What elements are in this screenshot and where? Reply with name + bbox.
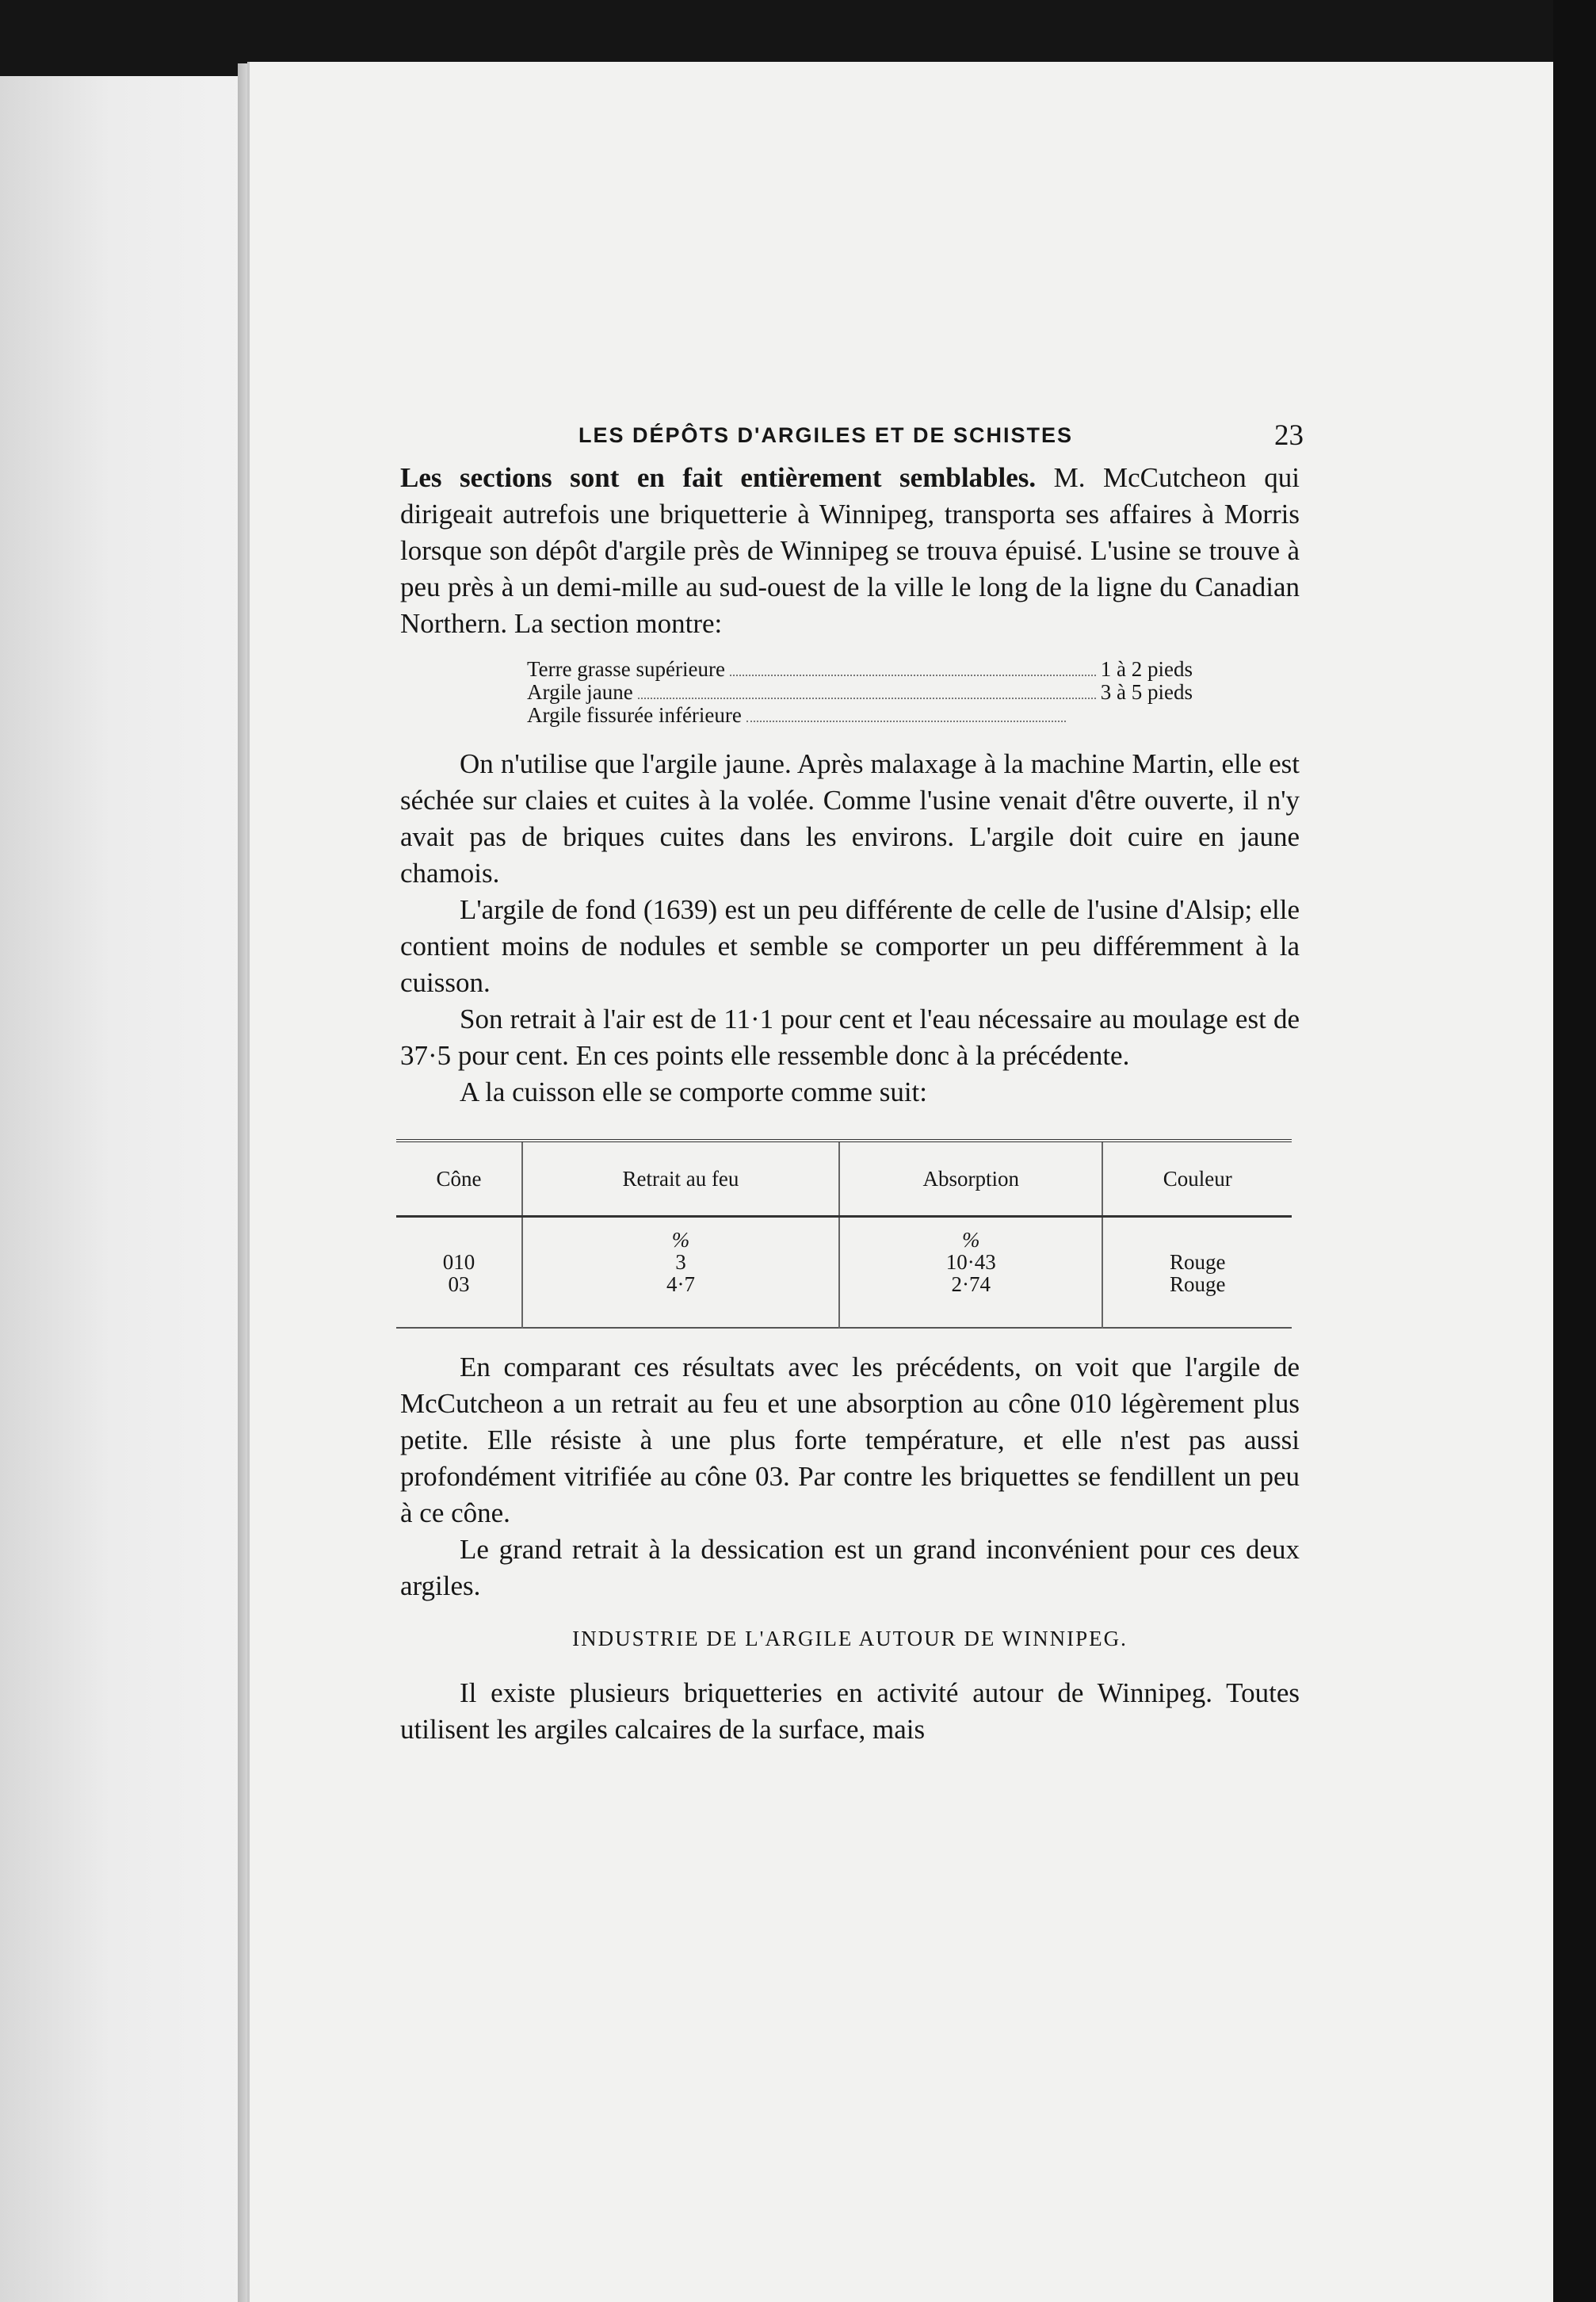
- section-row: [527, 681, 1193, 704]
- unit-mark: [396, 1229, 521, 1251]
- paragraph-2: On n'utilise que l'argile jaune. Après malaxage à la machine Martin, elle est séchée sur claies et cuites à la volée. Comme l'usine venait d'être ouverte, il n'y avait pas de briques cuites dans les environs. L'argile doit cuire en jaune chamois.: [400, 748, 1300, 889]
- section-list: [527, 658, 1193, 727]
- paragraph-1: [400, 460, 1300, 642]
- cone-cell: [396, 1217, 522, 1329]
- column-header-shrinkage: Retrait au feu: [522, 1141, 839, 1217]
- firing-results-table: [396, 1139, 1292, 1329]
- table-row: [396, 1217, 1292, 1329]
- leader-dots: [746, 721, 1066, 722]
- paragraph-4: Son retrait à l'air est de 11·1 pour cent et l'eau nécessaire au moulage est de 37·5 pour cent. En ces points elle ressemble donc à la précédente.: [400, 1004, 1300, 1071]
- running-title: LES DÉPÔTS D'ARGILES ET DE SCHISTES: [578, 423, 1074, 447]
- paragraph-7: Le grand retrait à la dessication est un grand inconvénient pour ces deux argiles.: [400, 1534, 1300, 1601]
- paragraph-6: En comparant ces résultats avec les précédents, on voit que l'argile de McCutcheon a un retrait au feu et une absorption au cône 010 légèrement plus petite. Elle résiste à une plus forte température, et elle n'est pas aussi profondément vitrifiée au cône 03. Par contre les briquettes se fendillent un peu à ce cône.: [400, 1352, 1300, 1528]
- section-layer-label: Argile fissurée inférieure: [527, 703, 742, 727]
- color-cell: [1102, 1217, 1292, 1329]
- shrinkage-cell: [522, 1217, 839, 1329]
- leader-dots: [730, 675, 1096, 676]
- section-layer-thickness: 3 à 5 pieds: [1100, 680, 1193, 704]
- column-header-cone: Cône: [396, 1141, 522, 1217]
- section-layer-label: Terre grasse supérieure: [527, 657, 725, 681]
- table-header-row: [396, 1141, 1292, 1217]
- cone-value: 03: [448, 1272, 470, 1296]
- section-row: [527, 658, 1193, 681]
- shrinkage-value: 3: [675, 1250, 686, 1274]
- paragraph-1-lead: Les sections sont en fait entièrement semblables.: [400, 462, 1037, 493]
- absorption-cell: [839, 1217, 1103, 1329]
- facing-page: [0, 76, 246, 2302]
- unit-mark: [1103, 1229, 1292, 1251]
- page-content: [400, 412, 1304, 1748]
- color-value: Rouge: [1169, 1250, 1226, 1274]
- section-heading: INDUSTRIE DE L'ARGILE AUTOUR DE WINNIPEG.: [572, 1627, 1128, 1650]
- leader-dots: [638, 698, 1096, 699]
- paragraph-1-body: M. McCutcheon qui dirigeait autrefois une briquetterie à Winnipeg, transporta ses affaires à Morris lorsque son dépôt d'argile près de Winnipeg se trouva épuisé. L'usine se trouve à peu près à un demi-mille au sud-ouest de la ville le long de la ligne du Canadian Northern. La section montre:: [400, 462, 1300, 639]
- column-header-color: Couleur: [1102, 1141, 1292, 1217]
- section-layer-thickness: 1 à 2 pieds: [1100, 657, 1193, 681]
- color-value: Rouge: [1169, 1272, 1226, 1296]
- paragraph-5: A la cuisson elle se comporte comme suit:: [460, 1076, 928, 1107]
- shrinkage-value: 4·7: [666, 1272, 695, 1296]
- section-row: [527, 704, 1193, 727]
- percent-mark: %: [671, 1228, 690, 1252]
- paragraph-3: L'argile de fond (1639) est un peu différente de celle de l'usine d'Alsip; elle contient moins de nodules et semble se comporter un peu différemment à la cuisson.: [400, 894, 1300, 998]
- scan-border: [1553, 0, 1596, 2302]
- column-header-absorption: Absorption: [839, 1141, 1103, 1217]
- cone-value: 010: [442, 1250, 475, 1274]
- page-number: 23: [1274, 419, 1304, 452]
- percent-mark: %: [961, 1228, 980, 1252]
- paragraph-8: Il existe plusieurs briquetteries en activité autour de Winnipeg. Toutes utilisent les argiles calcaires de la surface, mais: [400, 1677, 1300, 1745]
- section-layer-label: Argile jaune: [527, 680, 633, 704]
- absorption-value: 10·43: [945, 1250, 996, 1274]
- absorption-value: 2·74: [951, 1272, 991, 1296]
- running-head: [400, 412, 1304, 460]
